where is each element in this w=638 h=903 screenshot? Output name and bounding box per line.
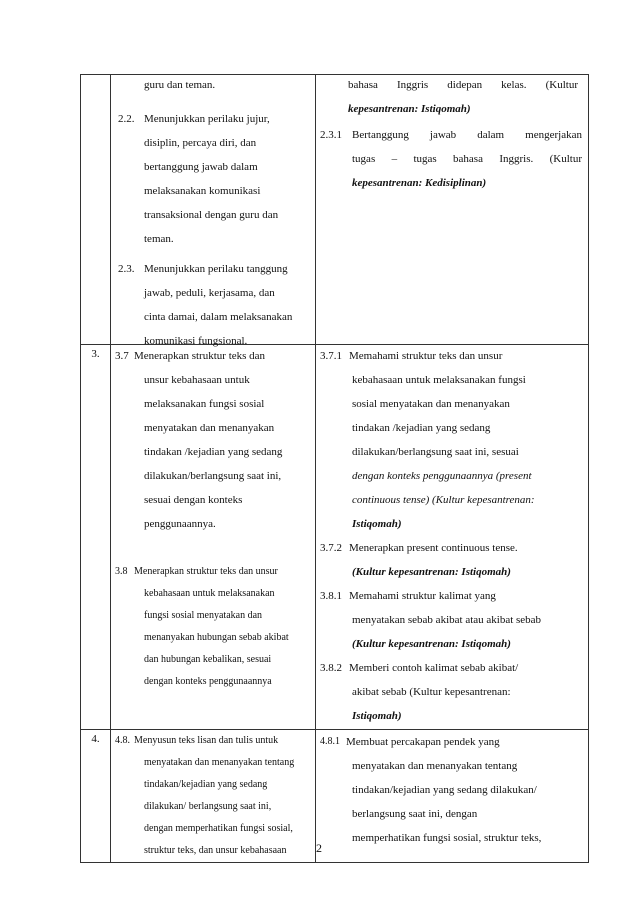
competency-line: sesuai dengan konteks (144, 494, 243, 506)
competency-item (118, 257, 313, 353)
indicator-line: kepesantrenan: Kedisiplinan) (352, 177, 487, 189)
indicator-line: akibat sebab (Kultur kepesantrenan: (352, 686, 511, 698)
indicator-line: tugas – tugas bahasa Inggris. (Kultur (352, 153, 582, 165)
indicator-item (320, 536, 582, 584)
indicator-code: 3.8.2 (320, 662, 342, 674)
row-number: 4. (91, 733, 100, 745)
competency-line: komunikasi fungsional. (144, 335, 248, 347)
competency-line: transaksional dengan guru dan (144, 209, 279, 221)
competency-line: tindakan/kejadian yang sedang (144, 779, 268, 790)
competency-line: unsur kebahasaan untuk (144, 374, 250, 386)
competency-line: dan hubungan kebalikan, sesuai (144, 654, 272, 665)
indicator-line: Memberi contoh kalimat sebab akibat/ (349, 662, 519, 674)
indicator-line: Istiqomah) (352, 710, 402, 722)
competency-line: jawab, peduli, kerjasama, dan (144, 287, 275, 299)
table-row (81, 345, 589, 730)
page-number: 2 (316, 841, 322, 855)
basic-competency-cell (111, 345, 316, 730)
row-number-cell (81, 345, 111, 730)
indicator-line: continuous tense) (Kultur kepesantrenan: (352, 494, 535, 506)
indicator-line: kepesantrenan: Istiqomah) (348, 103, 471, 115)
indicator-item (320, 123, 582, 195)
indicator-line: bahasa Inggris didepan kelas. (Kultur (348, 79, 578, 91)
indicator-line: Memahami struktur kalimat yang (349, 590, 496, 602)
indicator-line: Memahami struktur teks dan unsur (349, 350, 503, 362)
competency-line: tindakan /kejadian yang sedang (144, 446, 283, 458)
competency-line: melaksanakan komunikasi (144, 185, 261, 197)
indicator-line: berlangsung saat ini, dengan (352, 808, 478, 820)
competency-item (118, 107, 313, 251)
indicator-line: memperhatikan fungsi sosial, struktur teks, (352, 832, 542, 844)
indicator-line: (Kultur kepesantrenan: Istiqomah) (352, 638, 511, 650)
competency-line: Menunjukkan perilaku jujur, (144, 113, 270, 125)
indicator-item (320, 730, 582, 850)
indicator-code: 4.8.1 (320, 736, 340, 747)
indicator-line: tindakan/kejadian yang sedang dilakukan/ (352, 784, 537, 796)
indicator-code: 3.8.1 (320, 590, 342, 602)
competency-code: 4.8. (115, 735, 130, 746)
competency-code: 2.3. (118, 263, 135, 275)
competency-code: 3.8 (115, 566, 128, 577)
competency-line: bertanggung jawab dalam (144, 161, 258, 173)
indicator-line: Membuat percakapan pendek yang (346, 736, 500, 748)
indicator-item (320, 584, 582, 656)
indicator-item (320, 344, 582, 536)
competency-line: struktur teks, dan unsur kebahasaan (144, 845, 287, 856)
row-number: 3. (91, 348, 100, 360)
competency-line: kebahasaan untuk melaksanakan (144, 588, 275, 599)
indicator-cell (316, 345, 589, 730)
competency-line: dengan konteks penggunaannya (144, 676, 272, 687)
indicator-line: Bertanggung jawab dalam mengerjakan (352, 129, 582, 141)
indicator-code: 3.7.1 (320, 350, 342, 362)
indicator-cell (316, 75, 589, 345)
competency-line: Menerapkan struktur teks dan unsur (134, 566, 278, 577)
competency-line: dengan memperhatikan fungsi sosial, (144, 823, 293, 834)
competency-line: dilakukan/ berlangsung saat ini, (144, 801, 272, 812)
indicator-line: menyatakan sebab akibat atau akibat sebab (352, 614, 542, 626)
competency-line: Menyusun teks lisan dan tulis untuk (134, 735, 279, 746)
competency-line: menanyakan hubungan sebab akibat (144, 632, 289, 643)
competency-table (80, 74, 589, 863)
basic-competency-cell (111, 75, 316, 345)
competency-item (115, 344, 313, 536)
competency-line: fungsi sosial menyatakan dan (144, 610, 263, 621)
competency-code: 2.2. (118, 113, 135, 125)
competency-line: melaksanakan fungsi sosial (144, 398, 265, 410)
competency-code: 3.7 (115, 350, 129, 362)
indicator-line: menyatakan dan menanyakan tentang (352, 760, 518, 772)
competency-line: teman. (144, 233, 174, 245)
competency-line: menyatakan dan menanyakan tentang (144, 757, 295, 768)
competency-line: guru dan teman. (144, 79, 216, 91)
indicator-line: tindakan /kejadian yang sedang (352, 422, 491, 434)
indicator-line: sosial menyatakan dan menanyakan (352, 398, 510, 410)
competency-line: Menerapkan struktur teks dan (134, 350, 266, 362)
indicator-line: Istiqomah) (352, 518, 402, 530)
indicator-line: Menerapkan present continuous tense. (349, 542, 518, 554)
competency-line: Menunjukkan perilaku tanggung (144, 263, 288, 275)
indicator-item (320, 656, 582, 728)
competency-line: menyatakan dan menanyakan (144, 422, 275, 434)
competency-line: dilakukan/berlangsung saat ini, (144, 470, 282, 482)
indicator-item (348, 73, 578, 121)
competency-line: disiplin, percaya diri, dan (144, 137, 257, 149)
indicator-line: (Kultur kepesantrenan: Istiqomah) (352, 566, 511, 578)
competency-item (115, 561, 313, 693)
competency-line: penggunaannya. (144, 518, 216, 530)
indicator-line: kebahasaan untuk melaksanakan fungsi (352, 374, 526, 386)
indicator-line: dilakukan/berlangsung saat ini, sesuai (352, 446, 519, 458)
indicator-code: 2.3.1 (320, 129, 342, 141)
indicator-line: dengan konteks penggunaannya (present (352, 470, 532, 482)
indicator-code: 3.7.2 (320, 542, 342, 554)
row-number-cell (81, 75, 111, 345)
competency-line: cinta damai, dalam melaksanakan (144, 311, 293, 323)
table-row (81, 75, 589, 345)
